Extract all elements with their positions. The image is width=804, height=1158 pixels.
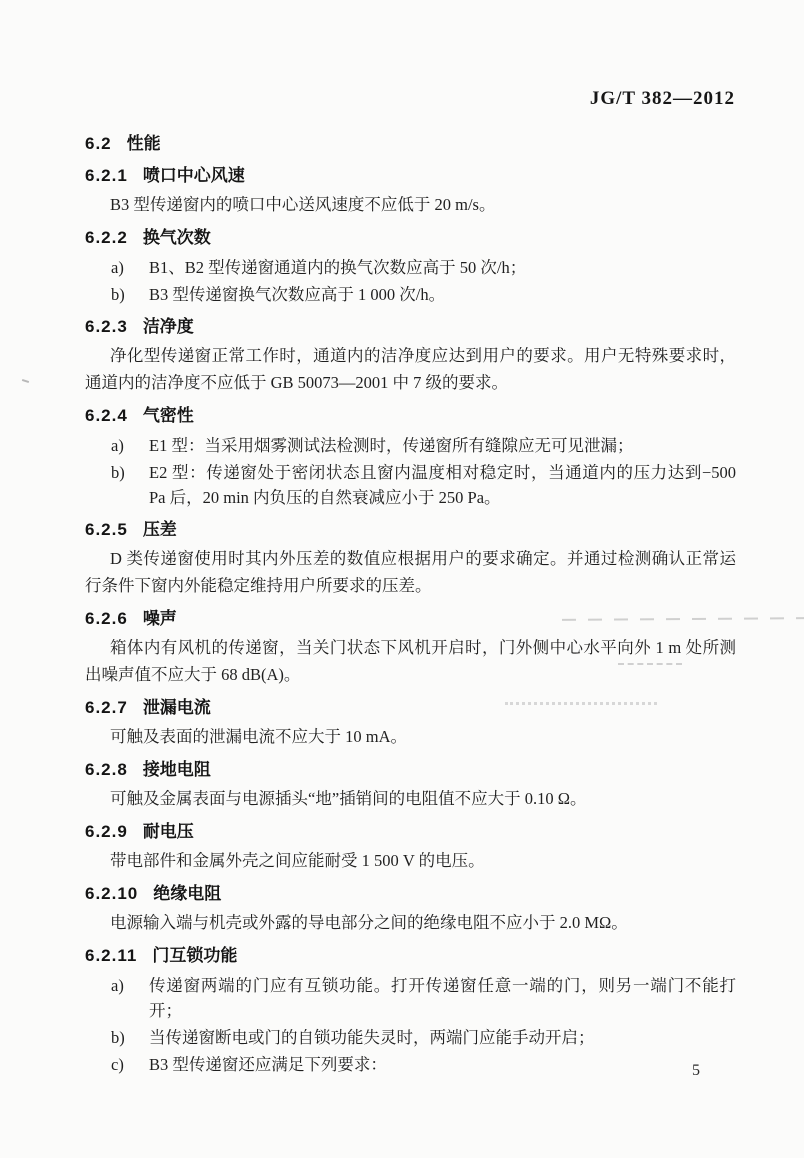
- list-item-text: 当传递窗断电或门的自锁功能失灵时，两端门应能手动开启；: [149, 1028, 595, 1047]
- list-item: [85, 1052, 736, 1077]
- section-heading-6-2-5: [85, 518, 736, 542]
- section-title: 换气次数: [142, 228, 211, 247]
- list-item: [85, 433, 736, 458]
- section-heading-6-2-11: [85, 944, 736, 968]
- section-title: 噪声: [142, 609, 177, 628]
- section-heading-6-2-1: [85, 164, 736, 188]
- section-title: 耐电压: [142, 822, 194, 841]
- section-number: 6.2.1: [85, 166, 128, 185]
- doc-code: JG/T 382—2012: [589, 88, 735, 109]
- section-paragraph: 电源输入端与机壳或外露的导电部分之间的绝缘电阻不应小于 2.0 MΩ。: [110, 913, 628, 932]
- section-paragraph: 可触及金属表面与电源插头“地”插销间的电阻值不应大于 0.10 Ω。: [110, 789, 587, 808]
- section-title: 喷口中心风速: [142, 166, 245, 185]
- section-title: 绝缘电阻: [153, 884, 222, 903]
- section-number: 6.2.7: [85, 698, 128, 717]
- list-item: [85, 255, 736, 280]
- scan-artifact: [22, 379, 29, 383]
- section-paragraph: 箱体内有风机的传递窗，当关门状态下风机开启时，门外侧中心水平向外 1 m 处所测出噪声值不应大于 68 dB(A)。: [85, 638, 736, 684]
- document-body: [85, 128, 736, 1077]
- section-heading-6-2-3: [85, 315, 736, 339]
- page-number: 5: [692, 1062, 700, 1079]
- list-item-label: a): [111, 258, 124, 277]
- list-item-label: a): [111, 976, 124, 995]
- section-number: 6.2: [85, 134, 112, 153]
- list-item: [85, 973, 736, 1023]
- section-title: 压差: [142, 520, 177, 539]
- section-number: 6.2.9: [85, 822, 128, 841]
- section-heading-6-2-6: [85, 607, 736, 631]
- section-number: 6.2.5: [85, 520, 128, 539]
- list-item: [85, 1025, 736, 1050]
- section-paragraph: 带电部件和金属外壳之间应能耐受 1 500 V 的电压。: [110, 851, 485, 870]
- list-item: [85, 460, 736, 510]
- list-item-label: c): [111, 1055, 124, 1074]
- list-item-label: b): [111, 1028, 125, 1047]
- list-item-label: b): [111, 463, 125, 482]
- section-title: 气密性: [142, 406, 194, 425]
- section-paragraph: D 类传递窗使用时其内外压差的数值应根据用户的要求确定。并通过检测确认正常运行条件下窗内外能稳定维持用户所要求的压差。: [85, 549, 736, 595]
- section-heading-6-2-4: [85, 404, 736, 428]
- section-title: 泄漏电流: [142, 698, 211, 717]
- section-paragraph: B3 型传递窗内的喷口中心送风速度不应低于 20 m/s。: [110, 195, 496, 214]
- list-item-label: b): [111, 285, 125, 304]
- section-title: 洁净度: [142, 317, 194, 336]
- section-number: 6.2.10: [85, 884, 139, 903]
- section-number: 6.2.11: [85, 946, 138, 965]
- list-item-text: 传递窗两端的门应有互锁功能。打开传递窗任意一端的门，则另一端门不能打开；: [149, 976, 736, 1020]
- section-heading-6-2-10: [85, 882, 736, 906]
- section-title: 门互锁功能: [152, 946, 238, 965]
- list-item-text: E1 型：当采用烟雾测试法检测时，传递窗所有缝隙应无可见泄漏；: [149, 436, 634, 455]
- list-item-text: B3 型传递窗还应满足下列要求：: [149, 1055, 387, 1074]
- list-item: [85, 282, 736, 307]
- section-heading-6-2-9: [85, 820, 736, 844]
- section-number: 6.2.4: [85, 406, 128, 425]
- section-title: 性能: [126, 134, 161, 153]
- section-paragraph: 可触及表面的泄漏电流不应大于 10 mA。: [110, 727, 407, 746]
- list-item-text: B3 型传递窗换气次数应高于 1 000 次/h。: [149, 285, 446, 304]
- section-number: 6.2.2: [85, 228, 128, 247]
- section-number: 6.2.6: [85, 609, 128, 628]
- list-item-text: B1、B2 型传递窗通道内的换气次数应高于 50 次/h；: [149, 258, 527, 277]
- list-item-label: a): [111, 436, 124, 455]
- section-heading-6-2-7: [85, 696, 736, 720]
- section-heading-6-2-2: [85, 226, 736, 250]
- section-heading-6-2: [85, 132, 736, 156]
- section-number: 6.2.8: [85, 760, 128, 779]
- section-paragraph: 净化型传递窗正常工作时，通道内的洁净度应达到用户的要求。用户无特殊要求时，通道内的洁净度不应低于 GB 50073—2001 中 7 级的要求。: [85, 346, 736, 392]
- section-title: 接地电阻: [142, 760, 211, 779]
- section-heading-6-2-8: [85, 758, 736, 782]
- section-number: 6.2.3: [85, 317, 128, 336]
- list-item-text: E2 型：传递窗处于密闭状态且窗内温度相对稳定时，当通道内的压力达到−500 Pa 后，20 min 内负压的自然衰减应小于 250 Pa。: [149, 463, 736, 507]
